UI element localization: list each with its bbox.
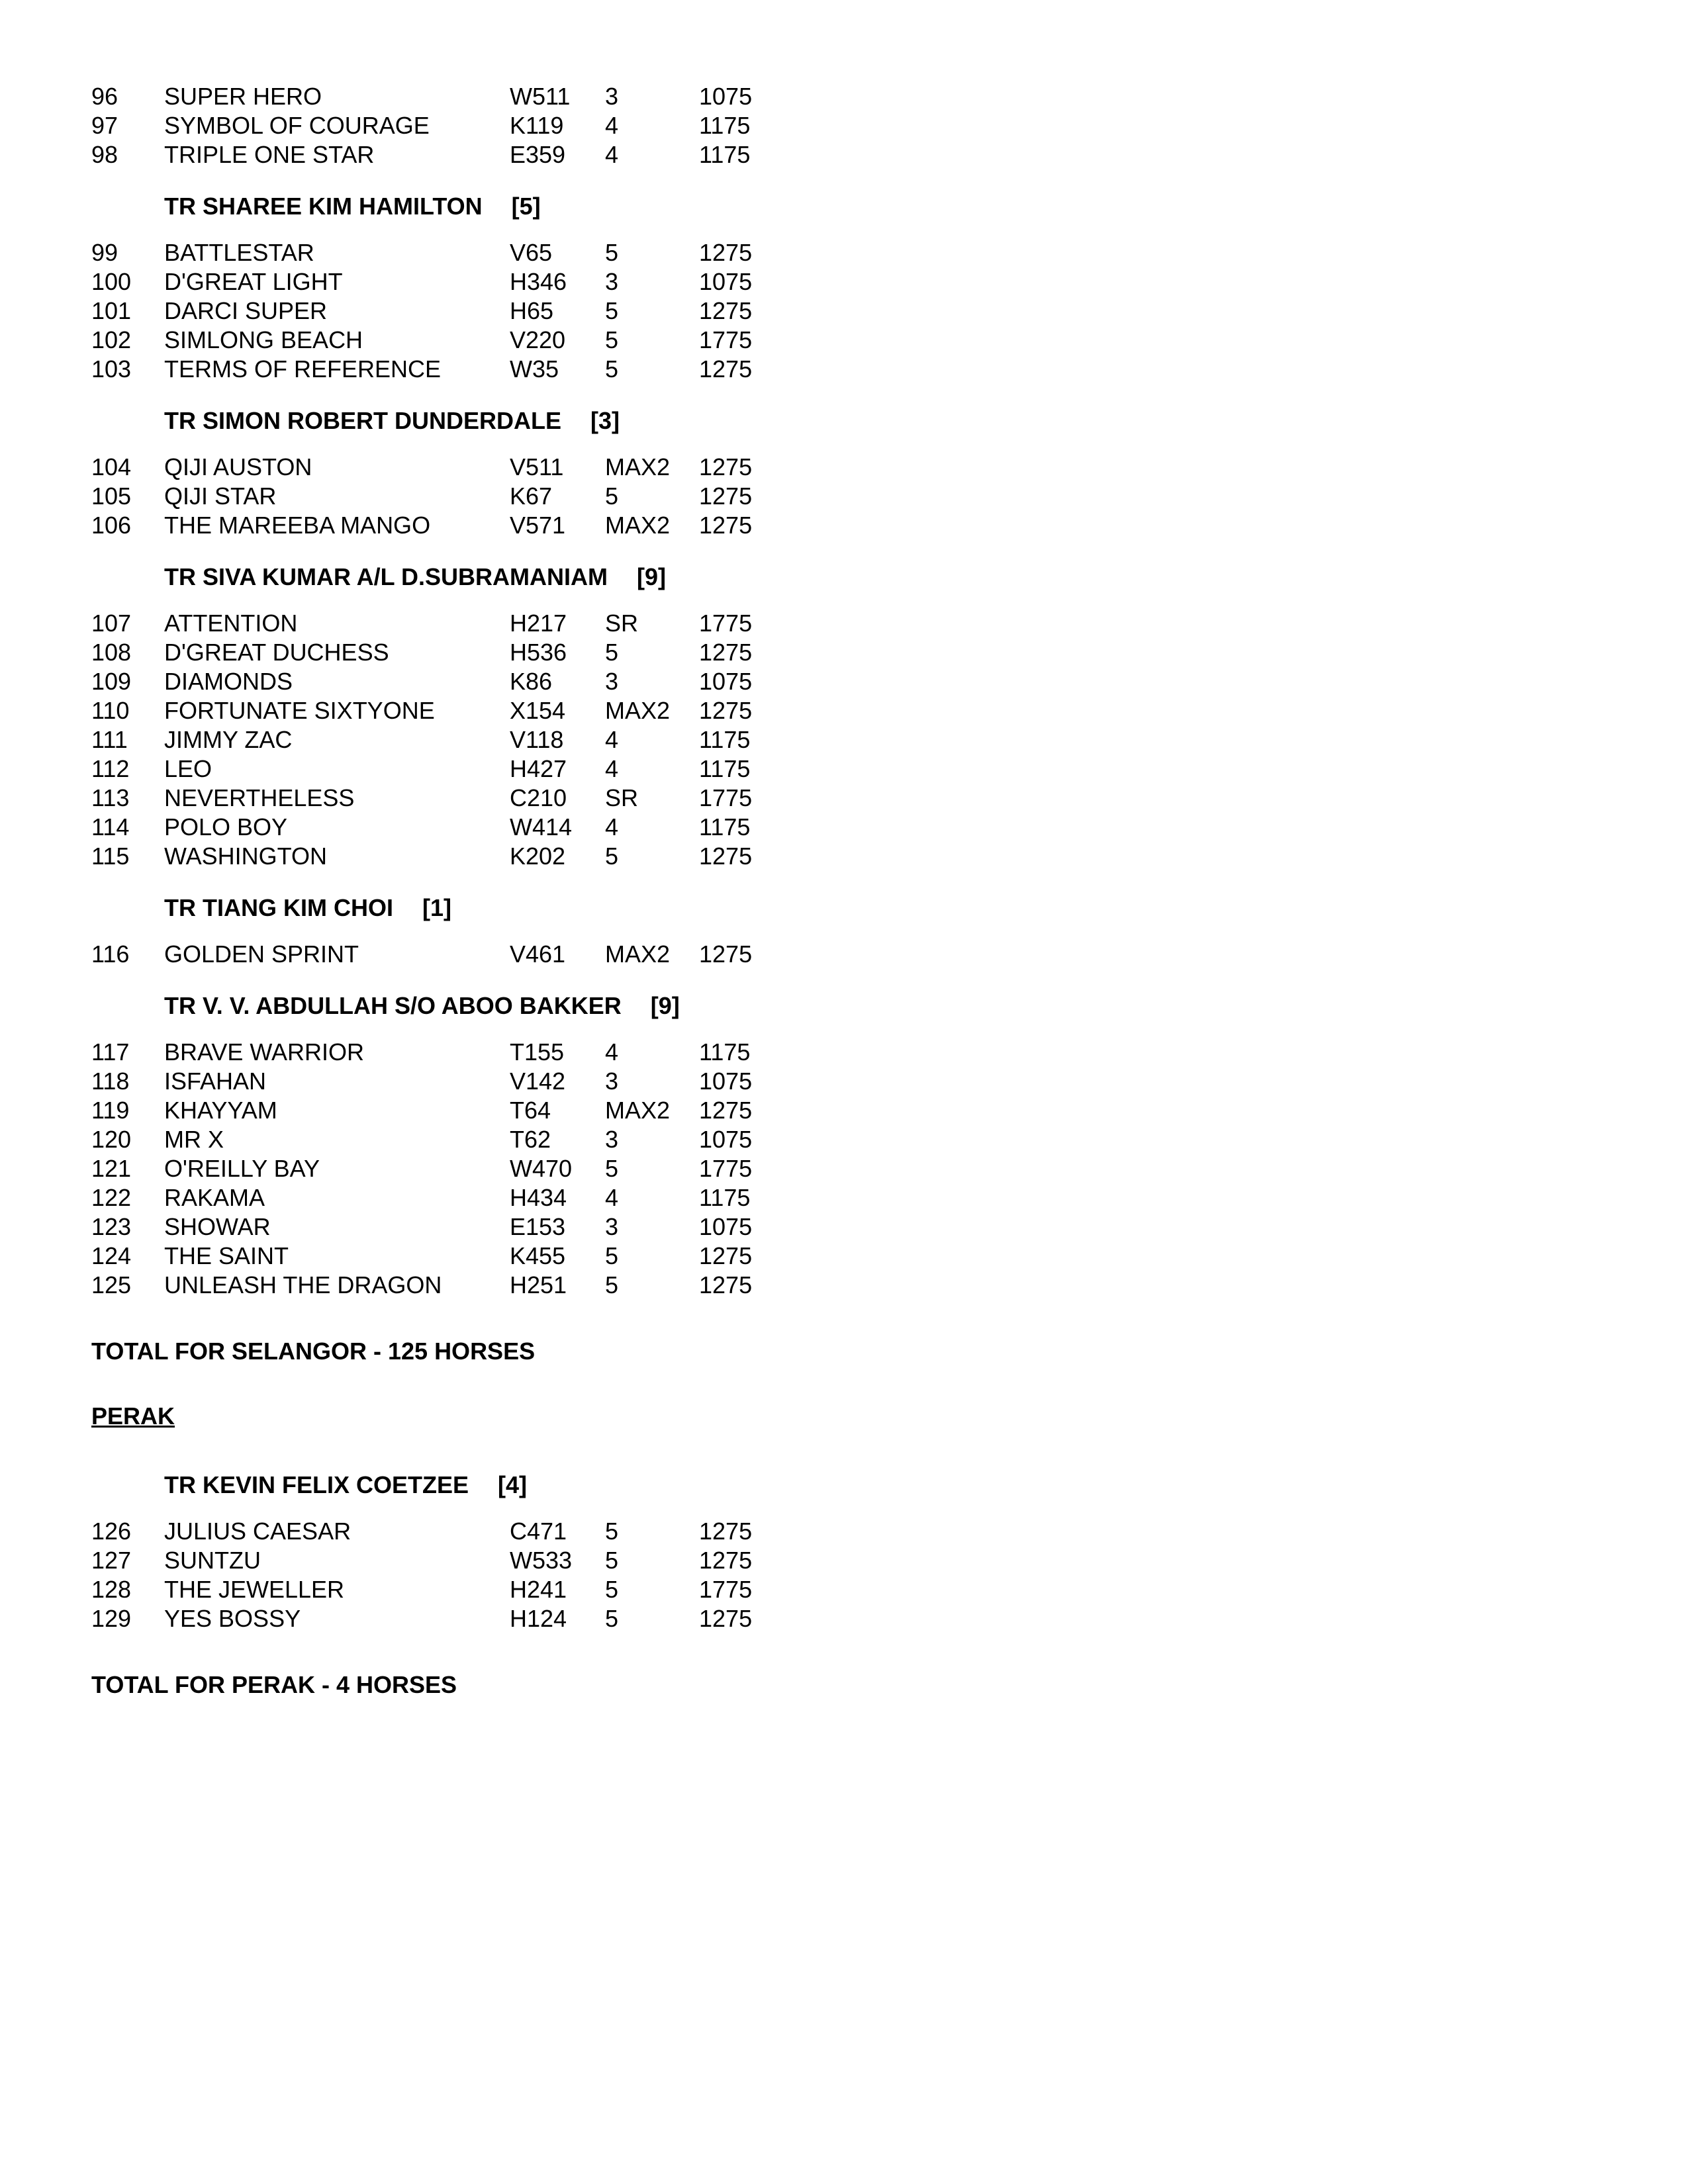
horse-row <box>91 355 952 384</box>
horse-row <box>91 111 952 140</box>
horse-code: H65 <box>510 297 554 324</box>
horse-rating: 4 <box>605 1184 619 1211</box>
horse-row <box>91 1604 952 1633</box>
horse-rating: 5 <box>605 482 619 510</box>
horse-amount: 1075 <box>699 1068 753 1095</box>
horse-rating: 5 <box>605 1271 619 1298</box>
trainer-name: TR SIVA KUMAR A/L D.SUBRAMANIAM <box>164 563 608 590</box>
horse-amount: 1275 <box>699 940 753 968</box>
horse-name: QIJI AUSTON <box>164 453 312 480</box>
horse-rating: MAX2 <box>605 940 671 968</box>
horse-name: DIAMONDS <box>164 668 293 695</box>
horse-number: 105 <box>91 482 132 510</box>
horse-row <box>91 696 952 725</box>
horse-number: 129 <box>91 1605 132 1632</box>
horse-code: C471 <box>510 1518 567 1545</box>
trainer-name: TR V. V. ABDULLAH S/O ABOO BAKKER <box>164 992 622 1019</box>
horse-amount: 1275 <box>699 453 753 480</box>
trainer-horse-count: [4] <box>498 1471 528 1498</box>
horse-name: KHAYYAM <box>164 1097 277 1124</box>
horse-number: 112 <box>91 755 130 782</box>
horse-amount: 1275 <box>699 1271 753 1298</box>
horse-row <box>91 754 952 784</box>
horse-amount: 1075 <box>699 268 753 295</box>
horse-number: 99 <box>91 239 118 266</box>
horse-rating: 5 <box>605 639 619 666</box>
horse-code: W533 <box>510 1547 573 1574</box>
horse-rating: 4 <box>605 726 619 753</box>
horse-row <box>91 667 952 696</box>
horse-rating: 5 <box>605 326 619 353</box>
horse-code: V571 <box>510 512 566 539</box>
horse-rating: MAX2 <box>605 1097 671 1124</box>
horse-number: 111 <box>91 726 128 753</box>
horse-row <box>91 1517 952 1546</box>
horse-code: K119 <box>510 112 564 139</box>
horse-row <box>91 1546 952 1575</box>
horse-code: H434 <box>510 1184 567 1211</box>
horse-code: W511 <box>510 83 571 110</box>
trainer-heading <box>91 406 952 435</box>
horse-code: H536 <box>510 639 567 666</box>
horse-row <box>91 1067 952 1096</box>
horse-rating: MAX2 <box>605 453 671 480</box>
horse-rating: 3 <box>605 1068 619 1095</box>
horse-row <box>91 1183 952 1212</box>
horse-name: BATTLESTAR <box>164 239 314 266</box>
horse-name: POLO BOY <box>164 813 288 841</box>
horse-number: 110 <box>91 697 130 724</box>
horse-code: C210 <box>510 784 567 811</box>
trainer-heading <box>91 991 952 1021</box>
horse-name: O'REILLY BAY <box>164 1155 320 1182</box>
horse-code: H217 <box>510 610 567 637</box>
horse-code: H124 <box>510 1605 567 1632</box>
horse-code: H241 <box>510 1576 567 1603</box>
horse-rating: SR <box>605 610 639 637</box>
horse-code: E153 <box>510 1213 566 1240</box>
horse-row <box>91 638 952 667</box>
horse-amount: 1275 <box>699 1605 753 1632</box>
horse-name: THE SAINT <box>164 1242 289 1269</box>
trainer-heading <box>91 192 952 221</box>
horse-amount: 1775 <box>699 610 753 637</box>
horse-code: H427 <box>510 755 567 782</box>
horse-amount: 1175 <box>699 813 751 841</box>
horse-number: 119 <box>91 1097 130 1124</box>
horse-name: SYMBOL OF COURAGE <box>164 112 430 139</box>
horse-name: LEO <box>164 755 212 782</box>
horse-number: 124 <box>91 1242 132 1269</box>
region-total: TOTAL FOR PERAK - 4 HORSES <box>91 1671 457 1698</box>
horse-code: K67 <box>510 482 553 510</box>
horse-name: TRIPLE ONE STAR <box>164 141 375 168</box>
horse-row <box>91 82 952 111</box>
horse-row <box>91 1096 952 1125</box>
horse-amount: 1075 <box>699 668 753 695</box>
horse-rating: 4 <box>605 813 619 841</box>
horse-rating: 4 <box>605 112 619 139</box>
horse-row <box>91 238 952 267</box>
horse-list-document <box>91 82 952 1700</box>
horse-name: JIMMY ZAC <box>164 726 293 753</box>
horse-amount: 1275 <box>699 1518 753 1545</box>
horse-amount: 1175 <box>699 726 751 753</box>
horse-amount: 1075 <box>699 83 753 110</box>
trainer-horse-count: [9] <box>636 563 666 590</box>
horse-amount: 1775 <box>699 1155 753 1182</box>
horse-name: THE JEWELLER <box>164 1576 345 1603</box>
horse-rating: 5 <box>605 1605 619 1632</box>
horse-rating: MAX2 <box>605 697 671 724</box>
horse-row <box>91 511 952 540</box>
horse-number: 123 <box>91 1213 132 1240</box>
horse-number: 109 <box>91 668 132 695</box>
horse-number: 100 <box>91 268 132 295</box>
horse-row <box>91 725 952 754</box>
horse-number: 103 <box>91 355 132 383</box>
trainer-name: TR KEVIN FELIX COETZEE <box>164 1471 469 1498</box>
horse-number: 126 <box>91 1518 132 1545</box>
trainer-heading <box>91 893 952 923</box>
horse-row <box>91 609 952 638</box>
horse-code: T62 <box>510 1126 551 1153</box>
horse-number: 97 <box>91 112 118 139</box>
horse-name: RAKAMA <box>164 1184 265 1211</box>
horse-code: V461 <box>510 940 566 968</box>
horse-number: 125 <box>91 1271 132 1298</box>
horse-name: D'GREAT LIGHT <box>164 268 343 295</box>
horse-amount: 1275 <box>699 239 753 266</box>
horse-row <box>91 267 952 296</box>
horse-name: SHOWAR <box>164 1213 271 1240</box>
horse-amount: 1275 <box>699 1547 753 1574</box>
horse-name: WASHINGTON <box>164 842 328 870</box>
trainer-horse-count: [1] <box>422 894 451 921</box>
horse-code: K202 <box>510 842 566 870</box>
horse-code: E359 <box>510 141 566 168</box>
horse-rating: 3 <box>605 83 619 110</box>
horse-code: T64 <box>510 1097 551 1124</box>
horse-number: 115 <box>91 842 130 870</box>
trainer-heading <box>91 563 952 592</box>
horse-number: 122 <box>91 1184 132 1211</box>
horse-number: 118 <box>91 1068 130 1095</box>
horse-rating: 5 <box>605 1547 619 1574</box>
horse-number: 102 <box>91 326 132 353</box>
horse-row <box>91 1154 952 1183</box>
horse-amount: 1075 <box>699 1213 753 1240</box>
horse-number: 106 <box>91 512 132 539</box>
horse-name: JULIUS CAESAR <box>164 1518 352 1545</box>
horse-rating: 4 <box>605 141 619 168</box>
horse-number: 116 <box>91 940 130 968</box>
horse-number: 101 <box>91 297 132 324</box>
horse-number: 113 <box>91 784 130 811</box>
horse-row <box>91 326 952 355</box>
horse-amount: 1275 <box>699 1097 753 1124</box>
horse-number: 128 <box>91 1576 132 1603</box>
trainer-horse-count: [9] <box>650 992 680 1019</box>
horse-row <box>91 842 952 871</box>
horse-row <box>91 1038 952 1067</box>
horse-amount: 1275 <box>699 482 753 510</box>
horse-rating: 3 <box>605 1213 619 1240</box>
horse-row <box>91 1575 952 1604</box>
horse-code: V142 <box>510 1068 566 1095</box>
horse-name: SUNTZU <box>164 1547 261 1574</box>
horse-amount: 1275 <box>699 639 753 666</box>
horse-number: 120 <box>91 1126 132 1153</box>
horse-row <box>91 140 952 169</box>
horse-code: V118 <box>510 726 564 753</box>
region-total: TOTAL FOR SELANGOR - 125 HORSES <box>91 1338 536 1365</box>
horse-name: FORTUNATE SIXTYONE <box>164 697 435 724</box>
horse-number: 117 <box>91 1038 130 1066</box>
horse-amount: 1775 <box>699 326 753 353</box>
horse-amount: 1175 <box>699 141 751 168</box>
horse-number: 108 <box>91 639 132 666</box>
horse-number: 98 <box>91 141 118 168</box>
horse-rating: 3 <box>605 668 619 695</box>
horse-name: D'GREAT DUCHESS <box>164 639 389 666</box>
horse-code: W470 <box>510 1155 573 1182</box>
horse-row <box>91 784 952 813</box>
trainer-heading <box>91 1471 952 1500</box>
horse-code: H346 <box>510 268 567 295</box>
horse-code: K455 <box>510 1242 566 1269</box>
horse-rating: 5 <box>605 297 619 324</box>
horse-code: W35 <box>510 355 559 383</box>
horse-amount: 1175 <box>699 112 751 139</box>
horse-row <box>91 940 952 969</box>
horse-code: K86 <box>510 668 553 695</box>
horse-amount: 1175 <box>699 1184 751 1211</box>
horse-name: UNLEASH THE DRAGON <box>164 1271 442 1298</box>
horse-name: BRAVE WARRIOR <box>164 1038 365 1066</box>
horse-amount: 1775 <box>699 784 753 811</box>
horse-amount: 1275 <box>699 697 753 724</box>
horse-name: ATTENTION <box>164 610 298 637</box>
horse-rating: 5 <box>605 842 619 870</box>
horse-rating: 3 <box>605 268 619 295</box>
horse-code: T155 <box>510 1038 565 1066</box>
horse-number: 104 <box>91 453 132 480</box>
horse-rating: 4 <box>605 1038 619 1066</box>
horse-number: 121 <box>91 1155 132 1182</box>
horse-amount: 1175 <box>699 1038 751 1066</box>
horse-code: W414 <box>510 813 573 841</box>
horse-code: X154 <box>510 697 566 724</box>
horse-name: SIMLONG BEACH <box>164 326 363 353</box>
horse-code: V220 <box>510 326 566 353</box>
horse-amount: 1275 <box>699 355 753 383</box>
horse-amount: 1275 <box>699 297 753 324</box>
horse-rating: 4 <box>605 755 619 782</box>
horse-rating: 3 <box>605 1126 619 1153</box>
horse-row <box>91 1271 952 1300</box>
trainer-name: TR SHAREE KIM HAMILTON <box>164 193 483 220</box>
horse-rating: 5 <box>605 1576 619 1603</box>
horse-amount: 1775 <box>699 1576 753 1603</box>
horse-name: NEVERTHELESS <box>164 784 355 811</box>
horse-row <box>91 1242 952 1271</box>
horse-code: V511 <box>510 453 564 480</box>
horse-rating: 5 <box>605 1242 619 1269</box>
horse-row <box>91 453 952 482</box>
horse-name: DARCI SUPER <box>164 297 328 324</box>
horse-amount: 1275 <box>699 1242 753 1269</box>
horse-code: V65 <box>510 239 553 266</box>
horse-name: QIJI STAR <box>164 482 277 510</box>
horse-number: 96 <box>91 83 118 110</box>
horse-rating: MAX2 <box>605 512 671 539</box>
horse-name: THE MAREEBA MANGO <box>164 512 431 539</box>
horse-row <box>91 296 952 326</box>
horse-row <box>91 1212 952 1242</box>
horse-rating: 5 <box>605 1518 619 1545</box>
trainer-horse-count: [3] <box>590 407 620 434</box>
horse-rating: SR <box>605 784 639 811</box>
horse-number: 114 <box>91 813 130 841</box>
horse-amount: 1275 <box>699 842 753 870</box>
horse-name: GOLDEN SPRINT <box>164 940 359 968</box>
horse-row <box>91 1125 952 1154</box>
trainer-name: TR SIMON ROBERT DUNDERDALE <box>164 407 561 434</box>
trainer-horse-count: [5] <box>511 193 541 220</box>
horse-rating: 5 <box>605 355 619 383</box>
horse-rating: 5 <box>605 1155 619 1182</box>
trainer-name: TR TIANG KIM CHOI <box>164 894 393 921</box>
horse-name: TERMS OF REFERENCE <box>164 355 442 383</box>
horse-name: ISFAHAN <box>164 1068 267 1095</box>
horse-code: H251 <box>510 1271 567 1298</box>
horse-number: 107 <box>91 610 132 637</box>
horse-amount: 1075 <box>699 1126 753 1153</box>
horse-number: 127 <box>91 1547 132 1574</box>
horse-name: YES BOSSY <box>164 1605 301 1632</box>
horse-name: SUPER HERO <box>164 83 322 110</box>
horse-amount: 1175 <box>699 755 751 782</box>
horse-name: MR X <box>164 1126 224 1153</box>
horse-row <box>91 482 952 511</box>
region-heading: PERAK <box>91 1402 175 1430</box>
horse-row <box>91 813 952 842</box>
horse-rating: 5 <box>605 239 619 266</box>
horse-amount: 1275 <box>699 512 753 539</box>
